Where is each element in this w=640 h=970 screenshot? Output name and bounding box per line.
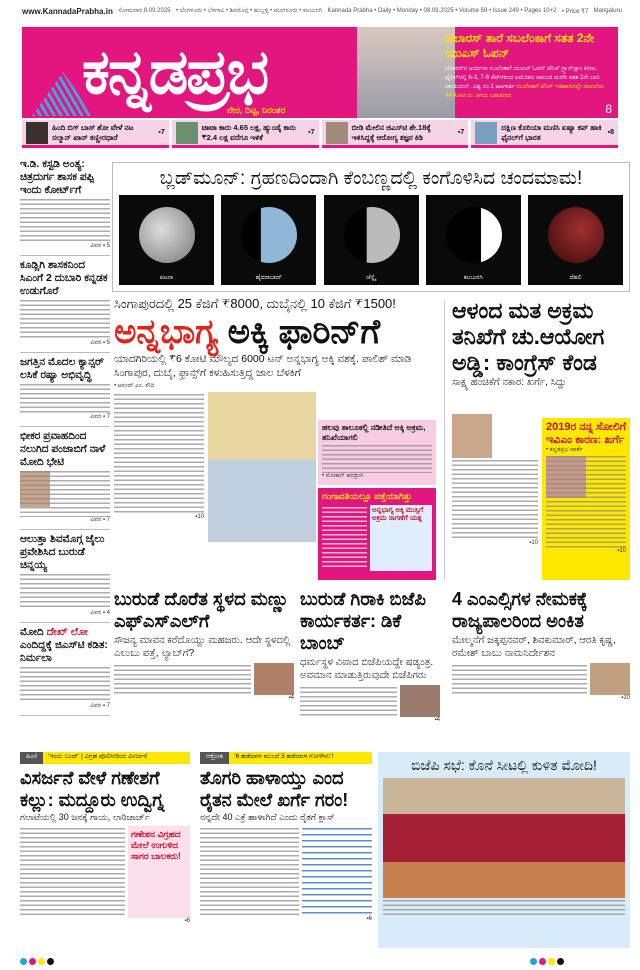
left-story: ಆಲುತ್ತಾ ಶಿವಮೊಗ್ಗ ಜೈಲು ಪ್ರವೇಶಿಸಿದ ಬುರುಡೆ ಚಿನ್ನಯ್ಯ ವಿವರ ▪ 4 [20, 530, 110, 623]
right-subhead: ಸಾಕ್ಷ್ಯ ಹಂಚಿಕೆಗೆ ನಕಾರ: ಖರ್ಗೆ, ಸಿದ್ದು [452, 377, 567, 388]
teaser-item[interactable]: ಹಿಂದಿ ಬಿಗ್ ಬಾಸ್ ಶೋ ವೇಳೆ ನಟ ಸಲ್ಮಾನ್ ಖಾನ್ ಕಣ್ಣೀರಧಾರೆ ▪7 [22, 120, 169, 148]
bottom-story: ಹಿಂಸೆ 'ಇಂದು ಬಂದ್' | ವಿಗ್ರಹ ಪೊಲೀಸರಿಂದ ವಿಸರ್ಜನೆ ವಿಸರ್ಜನೆ ವೇಳೆ ಗಣೇಶಗೆ ಕಲ್ಲು: ಮದ್ದೂರು ಉದ್ವಿಗ್ನ ಗಲಾಟೆಯಲ್ಲಿ 30 ಜನಕ್ಕೆ ಗಾಯ, ಲಾಠಿಚಾರ್ಜ್ ಗಣೇಶನ ವಿಗ್ರಹದ ಮೇಲೆ ಉಗುಳಿದ ಸಾಗರ ಬಾಲಕರು! ▪6 [20, 753, 190, 924]
clipping: ಅನ್ನಭಾಗ್ಯ ಅಕ್ಕಿ ಮುಸ್ಸಿಗೆ ಅಕ್ರಮ ಸಾಗಣೆಗೆ ಯತ್ನ [370, 505, 432, 571]
yellow-sidebox: 2019ರ ನನ್ನ ಸೋಲಿಗೆ ಇವಿಎಂ ಕಾರಣ: ಖರ್ಗೆ • ಕನ್ನಡಪ್ರಭ ವಾರ್ತೆ ▪10 [542, 418, 630, 580]
story-photo [400, 685, 440, 717]
teaser-item[interactable]: ದಕ್ಷಿಣ ಕೊರಿಯಾ ಮಣಿಸಿ ಏಷ್ಯಾ ಕಪ್ ಹಾಕಿ ಫೈನಲ್‌ಗೆ ಭಾರತ ▪8 [471, 120, 618, 148]
byline: • ಆನಂದ್ ಎಂ. ಸೌದಿ [114, 383, 155, 389]
left-story: ಜಗತ್ತಿನ ಮೊದಲ ಕ್ಯಾನ್ಸರ್ ಲಸಿಕೆ ರಷ್ಯಾ ಅಭಿವೃದ್ಧಿ ವಿವರ ▪ 7 [20, 353, 110, 427]
moon-caption: ಹೈದರಾಬಾದ್ [255, 275, 282, 281]
moon-disc [446, 207, 502, 263]
pink-sidebox [318, 420, 436, 485]
teaser-thumbnail [26, 122, 48, 144]
magenta-sidebox [318, 488, 436, 580]
moon-caption: ದೆಹಲಿ [569, 275, 582, 281]
pink-box-title[interactable]: ಹಲವು ತಾಲೂಕಲ್ಲಿ ನಡೀತಿದೆ ಅಕ್ಕಿ ಅಕ್ರಮ, ತನಿಖೆಯಾಗಲಿ [322, 423, 426, 442]
left-story-title[interactable]: ಕೂಡ್ಲಿಗಿ ಶಾಸಕನಿಂದ ಸಿಎಂಗೆ 2 ದುಬಾರಿ ಕನ್ನಡಕ ಉಡುಗೊರೆ [20, 259, 108, 297]
section-tag: 'ಇಂದು ಬಂದ್' | ವಿಗ್ರಹ ಪೊಲೀಸರಿಂದ ವಿಸರ್ಜನೆ [43, 752, 190, 764]
left-story-title[interactable]: ಆಲುತ್ತಾ ಶಿವಮೊಗ್ಗ ಜೈಲು ಪ್ರವೇಶಿಸಿದ ಬುರುಡೆ ಚಿನ್ನಯ್ಯ [20, 533, 105, 571]
inset-box: ಗಣೇಶನ ವಿಗ್ರಹದ ಮೇಲೆ ಉಗುಳಿದ ಸಾಗರ ಬಾಲಕರು! [128, 826, 190, 918]
city: Mangaluru [593, 8, 622, 14]
left-story-title[interactable]: ಇ.ಡಿ. ಕಸ್ಟಡಿ ಅಂತ್ಯ: ಚಿತ್ರದುರ್ಗ ಶಾಸಕ ಪಪ್ಪಿ ಇಂದು ಕೋರ್ಟ್‌ಗೆ [20, 158, 95, 196]
left-story-title[interactable]: ಜಗತ್ತಿನ ಮೊದಲ ಕ್ಯಾನ್ಸರ್ ಲಸಿಕೆ ರಷ್ಯಾ ಅಭಿವೃದ್ಧಿ [20, 356, 104, 381]
masthead-headline[interactable]: ಬೆಲಾರಸ್ ತಾರೆ ಸಬಲೆಂಕಾಗೆ ಸತತ 2ನೇ ಯುಎಸ್ ಓಪನ್ [445, 31, 595, 60]
right-headline[interactable]: ಆಳಂದ ಮತ ಅಕ್ರಮ ತನಿಖೆಗೆ ಚು.ಆಯೋಗ ಅಡ್ಡಿ: ಕಾಂಗ್ರೆಸ್ ಕೆಂಡ [452, 298, 605, 375]
lead-headline[interactable]: ಅನ್ನಭಾಗ್ಯ ಅಕ್ಕಿ ಫಾರಿನ್‌ಗೆ [114, 313, 381, 351]
left-story: ಮೋದಿ ದೇಖ್ ಲೋ ಎಂದಿದ್ದಕ್ಕೆ ಜಿಎಸ್‌ಟಿ ಕಡಿತ: ನಿರ್ಮಲಾ ವಿವರ ▪ 7 [20, 623, 110, 716]
moon-photo [426, 195, 521, 285]
left-story: ಭೀಕರ ಪ್ರವಾಹದಿಂದ ನಲುಗಿದ ಪಂಜಾಬಿಗೆ ನಾಳೆ ಮೋದಿ ಭೇಟಿ ವಿವರ ▪ 7 [20, 427, 110, 530]
teaser-item[interactable]: ಬೀಡಿ ಮೇಲಿನ ಜಿಎಸ್‌ಟಿ ಶೇ.18ಕ್ಕೆ ಇಳಿಸಿದ್ದಕ್ಕೆ ಆರೋಗ್ಯ ತಜ್ಞರ ಕಿಡಿ ▪7 [322, 120, 469, 148]
moon-photo [119, 195, 214, 285]
moon-photo [528, 195, 623, 285]
moon-photo [221, 195, 316, 285]
moon-disc [241, 207, 297, 263]
right-story: ಆಳಂದ ಮತ ಅಕ್ರಮ ತನಿಖೆಗೆ ಚು.ಆಯೋಗ ಅಡ್ಡಿ: ಕಾಂಗ್ರೆಸ್ ಕೆಂಡ ಸಾಕ್ಷ್ಯ ಹಂಚಿಕೆಗೆ ನಕಾರ: ಖರ್ಗೆ, ಸಿದ್ದು ▪10 [452, 298, 630, 546]
masthead [22, 27, 618, 118]
registration-marks [530, 958, 564, 965]
bjp-headline[interactable]: ಬಿಜೆಪಿ ಸಭೆ: ಕೊನೆ ಸೀಟಲ್ಲಿ ಕುಳಿತ ಮೋದಿ! [411, 757, 597, 773]
moon-photo [324, 195, 419, 285]
masthead-body: ಬೆಲಾರಸ್‌ನ ಆರ್ಯನಾ ಸಬಲೆಂಕಾಗೆ ಯುಎಸ್ ಓಪನ್ ಟೆನಿಸ್ ಗ್ರ್ಯಾನ್‌ಸ್ಲಾಂ ಕಿರೀಟ. ಫೈನಲ್‌ನಲ್ಲಿ 6-3, 7-6 ಸೆಟ್‌ಗಳಿಂದ ಅಮೆರಿಕದ ಅಮಂಡ ಮಣಿಸಿ ಸತತ 2ನೇ ಬಾರಿ ಚಾಂಪಿಯನ್. ವಿಶ್ವ ನಂ.1 ಆಟಗಾರ್ತಿ ಸಬಲೆಂಕಾಗೆ ಟೆನಿಸ್ ಇತಿಹಾಸದಲ್ಲೇ ದಾಖಲೆಯ 44 ಕೋಟಿ ರು. ನಗದು ಬಹುಮಾನ [445, 66, 605, 99]
player-photo [357, 27, 455, 118]
magenta-box-title[interactable]: ಗಂಗಾವತಿಯಲ್ಲೂ ಪತ್ತೆಯಾಗಿತ್ತು [322, 491, 413, 501]
byline: • ಕನ್ನಡಪ್ರಭ ವಾರ್ತೆ [546, 447, 583, 453]
lead-kicker: ಸಿಂಗಾಪುರದಲ್ಲಿ 25 ಕೆಜಿಗೆ ₹8000, ದುಬೈನಲ್ಲಿ 10 ಕೆಜಿಗೆ ₹1500! [114, 296, 396, 311]
story-headline[interactable]: ತೊಗರಿ ಹಾಳಾಯ್ತು ಎಂದ ರೈತನ ಮೇಲೆ ಖರ್ಗೆ ಗರಂ! [200, 768, 349, 810]
siddaramaiah-photo [452, 414, 492, 458]
page-ref: 8 [605, 102, 612, 116]
story-headline[interactable]: ಬುರುಡೆ ದೊರೆತ ಸ್ಥಳದ ಮಣ್ಣು ಎಫ್‌ಎಸ್ಎಲ್‌ಗೆ [114, 589, 289, 631]
section-label: ಹಿಂಸೆ [20, 752, 43, 764]
story [300, 588, 440, 746]
date: ಸೋಮವಾರ 8.09.2025 [118, 7, 171, 14]
moon-disc [139, 207, 195, 263]
tagline: ನೇರ, ದಿಟ್ಟ, ನಿರಂತರ [227, 105, 286, 115]
registration-marks [20, 958, 54, 965]
story-photo [254, 663, 294, 695]
moon-caption: ಪಟನಾ [159, 275, 174, 281]
bjp-photo-feature [378, 752, 630, 948]
story [114, 588, 294, 746]
teaser-strip [22, 120, 618, 148]
moon-headline[interactable]: ಬ್ಲಡ್‌ಮೂನ್: ಗ್ರಹಣದಿಂದಾಗಿ ಕೆಂಬಣ್ಣದಲ್ಲಿ ಕಂಗೊಳಿಸಿದ ಚಂದಮಾಮ! [159, 168, 583, 189]
moon-caption: ಕಲಬುರಗಿ [463, 275, 483, 281]
yellow-box-title[interactable]: 2019ರ ನನ್ನ ಸೋಲಿಗೆ ಇವಿಎಂ ಕಾರಣ: ಖರ್ಗೆ [546, 421, 626, 446]
rice-photo [208, 392, 316, 542]
left-story-title[interactable]: ಭೀಕರ ಪ್ರವಾಹದಿಂದ ನಲುಗಿದ ಪಂಜಾಬಿಗೆ ನಾಳೆ ಮೋದಿ ಭೇಟಿ [20, 430, 106, 468]
price: • Price ₹7 [561, 8, 589, 15]
blood-moon-feature [112, 162, 630, 292]
section-label: ಆಕ್ರೋಶ [200, 752, 229, 764]
left-column [20, 155, 110, 716]
lead-story: ಸಿಂಗಾಪುರದಲ್ಲಿ 25 ಕೆಜಿಗೆ ₹8000, ದುಬೈನಲ್ಲಿ 10 ಕೆಜಿಗೆ ₹1500! ಅನ್ನಭಾಗ್ಯ ಅಕ್ಕಿ ಫಾರಿನ್‌ಗೆ ಯಾದಗಿರಿಯಲ್ಲಿ ₹6 ಕೋಟಿ ಮೌಲ್ಯದ 6000 ಟನ್ ಅನ್ನಭಾಗ್ಯ ಅಕ್ಕಿ ವಶಕ್ಕೆ. ಪಾಲಿಶ್ ಮಾಡಿ ಸಿಂಗಾಪುರ, ದುಬೈ, ಫ್ರಾನ್ಸ್‌ಗೆ ಕಳುಹಿಸುತ್ತಿದ್ದ ಜಾಲ ಬೆಳಕಿಗೆ • ಆನಂದ್ ಎಂ. ಸೌದಿ ▪10 [114, 296, 440, 542]
left-story-title[interactable]: ಮೋದಿ ದೇಖ್ ಲೋ ಎಂದಿದ್ದಕ್ಕೆ ಜಿಎಸ್‌ಟಿ ಕಡಿತ: ನಿರ್ಮಲಾ [20, 626, 108, 664]
story-headline[interactable]: ಬುರುಡೆ ಗಿರಾಕಿ ಬಿಜೆಪಿ ಕಾರ್ಯಕರ್ತ: ಡಿಕೆ ಬಾಂಬ್ [300, 589, 426, 653]
left-story: ಕೂಡ್ಲಿಗಿ ಶಾಸಕನಿಂದ ಸಿಎಂಗೆ 2 ದುಬಾರಿ ಕನ್ನಡಕ ಉಡುಗೊರೆ ವಿವರ ▪ 5 [20, 256, 110, 353]
byline: • ಮೋಹನ್ ಹಂಡ್ರಂಗಿ [322, 473, 364, 479]
top-bar [22, 4, 622, 18]
lead-subhead: ಯಾದಗಿರಿಯಲ್ಲಿ ₹6 ಕೋಟಿ ಮೌಲ್ಯದ 6000 ಟನ್ ಅನ್ನಭಾಗ್ಯ ಅಕ್ಕಿ ವಶಕ್ಕೆ. ಪಾಲಿಶ್ ಮಾಡಿ ಸಿಂಗಾಪುರ, ದುಬೈ, ಫ್ರಾನ್ಸ್‌ಗೆ ಕಳುಹಿಸುತ್ತಿದ್ದ ಜಾಲ ಬೆಳಕಿಗೆ [114, 353, 412, 379]
cities: • ಬೆಂಗಳೂರು • ಬೆಳಗಾವಿ • ಶಿವಮೊಗ್ಗ • ಹುಬ್ಬಳ್ಳಿ • ಮಂಗಳೂರು • ಕಲಬುರಗಿ [175, 7, 323, 14]
teaser-thumbnail [475, 122, 497, 144]
teaser-thumbnail [326, 122, 348, 144]
section-tag: '6 ಹಡೆದವಳ ಮುಂದೆ 3 ಹಡೆದವಳ ಗೋಳೇನು'! [229, 752, 372, 764]
website[interactable]: www.KannadaPrabha.in [22, 6, 113, 16]
story-headline[interactable]: 4 ಎಂಎಲ್ಸಿಗಳ ನೇಮಕಕ್ಕೆ ರಾಜ್ಯಪಾಲರಿಂದ ಅಂಕಿತ [452, 589, 588, 631]
story-photo [590, 663, 630, 695]
teaser-item[interactable]: ಟಾಟಾ ಕಾರು 4.65 ಲಕ್ಷ, ಹ್ಯುಂಡೈ ಕಾರು ₹2.4 ಲಕ್ಷ ವರೆಗೂ ಇಳಿಕೆ ▪7 [172, 120, 319, 148]
edition-info: Kannada Prabha • Daily • Monday • 08.09.2025 • Volume 59 • Issue 249 • Pages 10+2 [327, 8, 557, 14]
page-ref: ▪4 [434, 717, 440, 723]
moon-disc [548, 207, 604, 263]
logo: ಕನ್ನಡಪ್ರಭ [82, 38, 268, 107]
story [452, 588, 630, 746]
left-story: ಇ.ಡಿ. ಕಸ್ಟಡಿ ಅಂತ್ಯ: ಚಿತ್ರದುರ್ಗ ಶಾಸಕ ಪಪ್ಪಿ ಇಂದು ಕೋರ್ಟ್‌ಗೆ ವಿವರ ▪ 5 [20, 155, 110, 256]
moon-disc [344, 207, 400, 263]
bjp-meeting-photo [383, 778, 625, 898]
page-ref: ▪10 [621, 695, 630, 701]
moon-caption: ಚೆನ್ನೈ [366, 275, 376, 281]
story-subhead: ಧರ್ಮಸ್ಥಳ ವಿವಾದ ಬಿಜೆಪಿಯದ್ದೇ ಷಡ್ಯಂತ್ರ. ಅವಮಾನ ಮಾಡುತ್ತಿರುವುದೇ ಬಿಜೆಪಿಗರು [300, 657, 434, 681]
page-ref: ▪4 [288, 695, 294, 701]
bottom-story: ಆಕ್ರೋಶ '6 ಹಡೆದವಳ ಮುಂದೆ 3 ಹಡೆದವಳ ಗೋಳೇನು'! ತೊಗರಿ ಹಾಳಾಯ್ತು ಎಂದ ರೈತನ ಮೇಲೆ ಖರ್ಗೆ ಗರಂ! ನನ್ನದೇ 40 ಎಕ್ರೆ ಹಾಳಾಗಿದೆ ಎಂದು ರೈತಗೆ ಕ್ಲಾಸ್ ▪6 [200, 753, 372, 922]
story-subhead: ಸೌಜನ್ಯ ಮಾವನ ಕರೆದೊಯ್ದು ಮಹಜರು. ಆದೇ ಸ್ಥಳದಲ್ಲಿ ಎಲುಬು ಪತ್ತೆ, ಲ್ಯಾಬ್‌ಗೆ? [114, 635, 291, 659]
story-headline[interactable]: ವಿಸರ್ಜನೆ ವೇಳೆ ಗಣೇಶಗೆ ಕಲ್ಲು: ಮದ್ದೂರು ಉದ್ವಿಗ್ನ [20, 768, 165, 810]
story-subhead: ಮೇಲ್ಮನೆಗೆ ಜಕ್ಕಪ್ಪನವರ್, ಶಿವಕುಮಾರ್, ಆರತಿ ಕೃಷ್ಣ, ರಮೇಶ್ ಬಾಬು ನಾಮನಿರ್ದೇಶನ [452, 635, 616, 659]
teaser-thumbnail [176, 122, 198, 144]
